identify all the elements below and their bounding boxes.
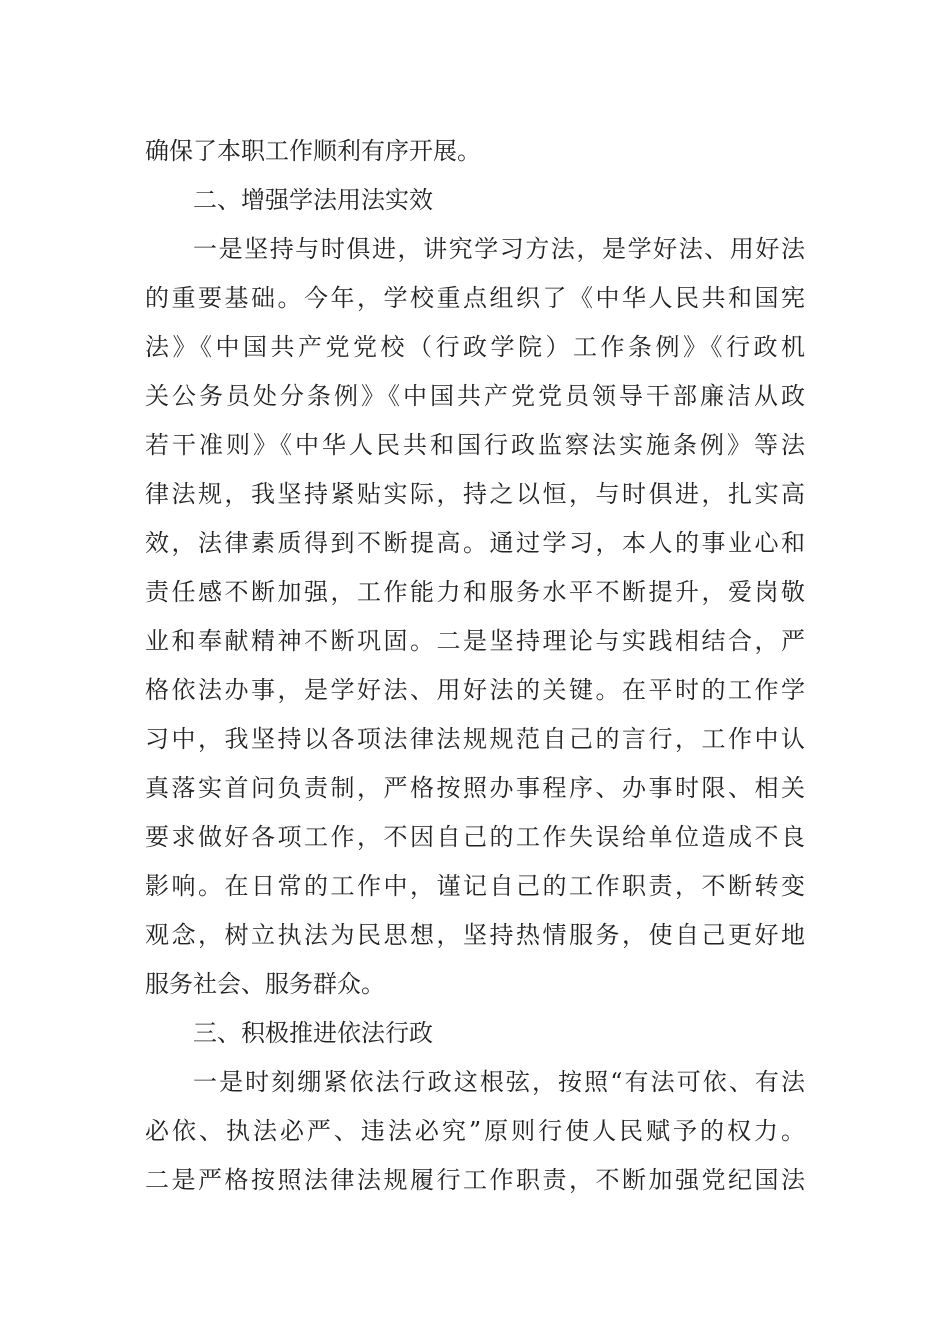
paragraph-line: 法》《中国共产党党校（行政学院）工作条例》《行政机	[145, 333, 805, 361]
paragraph-line: 律法规，我坚持紧贴实际，持之以恒，与时俱进，扎实高	[145, 480, 805, 508]
paragraph-line: 必依、执法必严、违法必究”原则行使人民赋予的权力。	[145, 1117, 805, 1145]
paragraph-line: 二是严格按照法律法规履行工作职责，不断加强党纪国法	[145, 1166, 805, 1194]
paragraph-line: 观念，树立执法为民思想，坚持热情服务，使自己更好地	[145, 921, 805, 949]
paragraph-line: 的重要基础。今年，学校重点组织了《中华人民共和国宪	[145, 284, 805, 312]
paragraph-line: 责任感不断加强，工作能力和服务水平不断提升，爱岗敬	[145, 578, 805, 606]
paragraph-line: 关公务员处分条例》《中国共产党党员领导干部廉洁从政	[145, 382, 805, 410]
paragraph-line: 影响。在日常的工作中，谨记自己的工作职责，不断转变	[145, 872, 805, 900]
section-heading-3: 三、积极推进依法行政	[193, 1019, 433, 1047]
paragraph-line: 服务社会、服务群众。	[145, 970, 385, 998]
paragraph-line: 一是坚持与时俱进，讲究学习方法，是学好法、用好法	[193, 235, 805, 263]
paragraph-line: 若干准则》《中华人民共和国行政监察法实施条例》等法	[145, 431, 805, 459]
paragraph-line: 格依法办事，是学好法、用好法的关键。在平时的工作学	[145, 676, 805, 704]
paragraph-line: 真落实首问负责制，严格按照办事程序、办事时限、相关	[145, 774, 805, 802]
document-body	[145, 127, 805, 1205]
section-heading-2: 二、增强学法用法实效	[193, 186, 433, 214]
paragraph-line: 业和奉献精神不断巩固。二是坚持理论与实践相结合，严	[145, 627, 805, 655]
paragraph-line: 要求做好各项工作，不因自己的工作失误给单位造成不良	[145, 823, 805, 851]
paragraph-line: 一是时刻绷紧依法行政这根弦，按照“有法可依、有法	[193, 1068, 805, 1096]
paragraph-line: 确保了本职工作顺利有序开展。	[145, 137, 481, 165]
paragraph-line: 习中，我坚持以各项法律法规规范自己的言行，工作中认	[145, 725, 805, 753]
paragraph-line: 效，法律素质得到不断提高。通过学习，本人的事业心和	[145, 529, 805, 557]
